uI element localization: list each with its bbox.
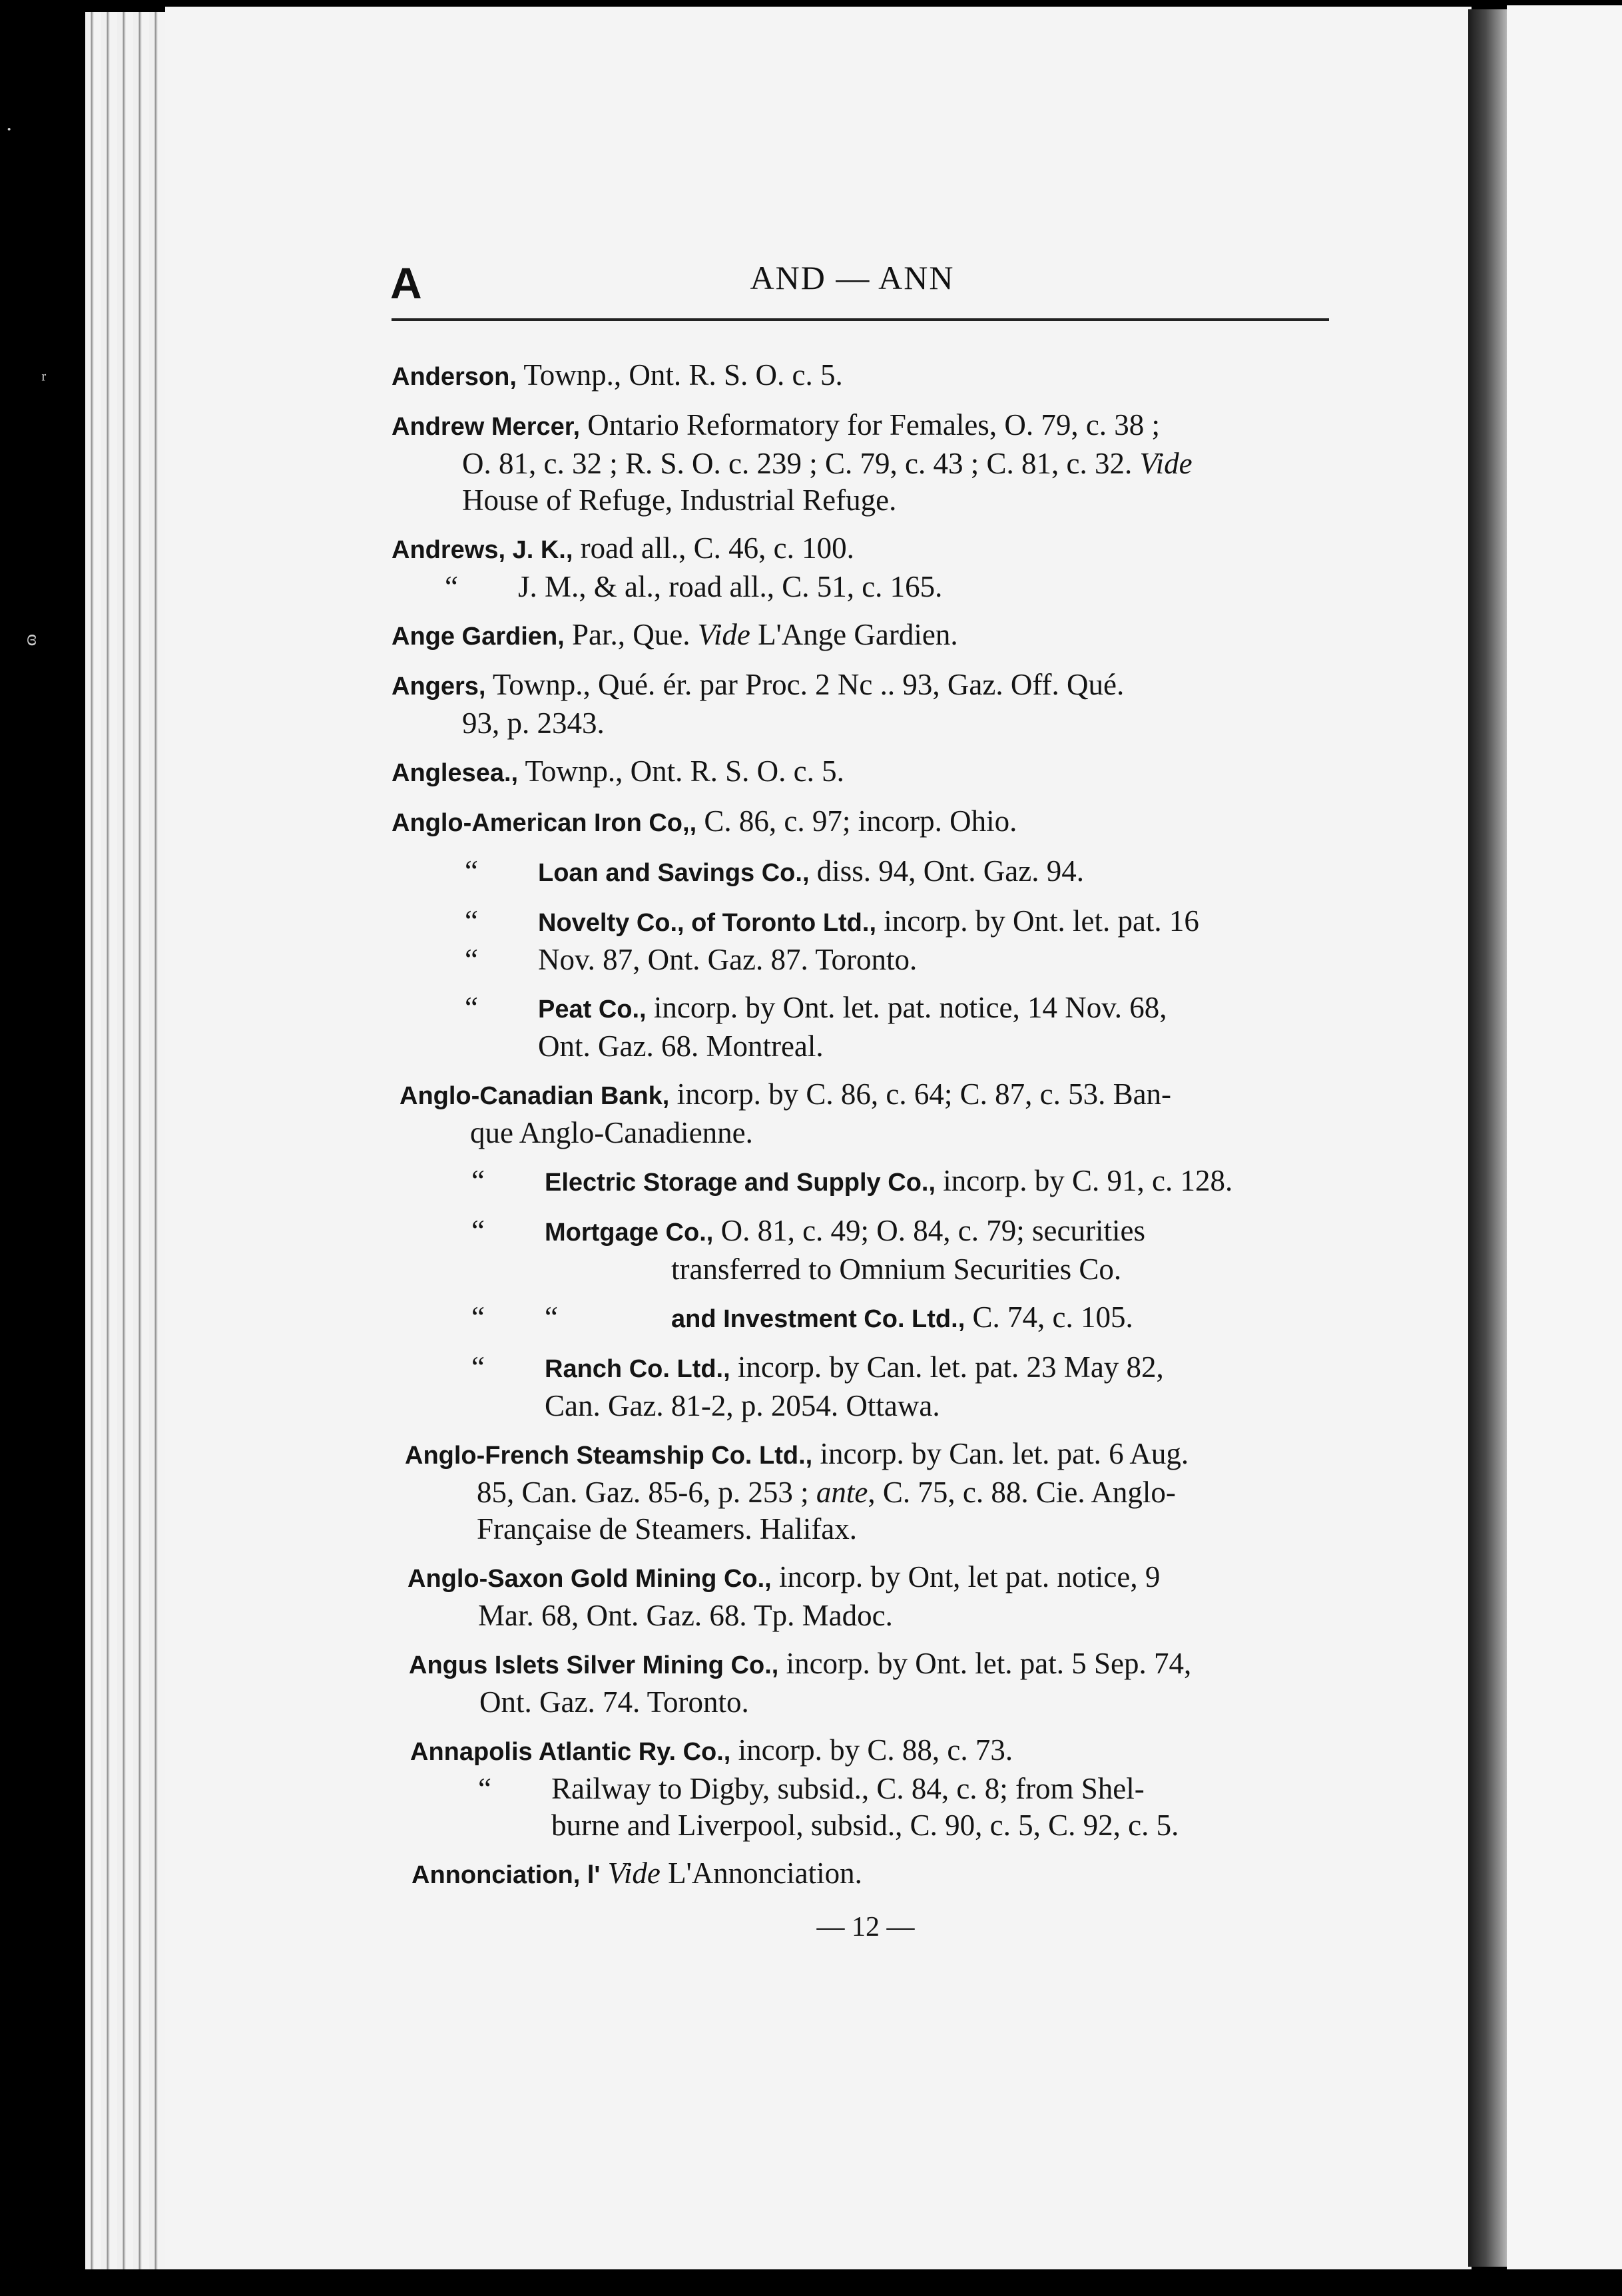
entry-text: Mar. 68, Ont. Gaz. 68. Tp. Madoc. xyxy=(478,1599,893,1632)
entry-text: Ont. Gaz. 74. Toronto. xyxy=(479,1685,749,1719)
entry-text: Townp., Ont. R. S. O. c. 5. xyxy=(516,358,843,392)
entry-text: Ontario Reformatory for Females, O. 79, c. 38 ; xyxy=(580,408,1161,441)
sub-entry xyxy=(392,853,1344,892)
entry-text: incorp. by Ont. let. pat. notice, 14 Nov. 68, xyxy=(646,991,1167,1024)
entry-text: C. 74, c. 105. xyxy=(965,1300,1133,1334)
ditto-mark: “ xyxy=(465,904,478,938)
sub-entry xyxy=(392,1163,1344,1201)
book-gutter-shadow xyxy=(1468,9,1507,2267)
entry-headword: Annonciation, l' xyxy=(411,1861,601,1889)
entry-headword: Anglo-American Iron Co,, xyxy=(392,809,697,837)
entry-headword: Andrews, J. K., xyxy=(392,536,573,564)
entry-text: incorp. by Can. let. pat. 23 May 82, xyxy=(730,1350,1164,1384)
entry-text: incorp. by Ont. let. pat. 5 Sep. 74, xyxy=(778,1647,1192,1680)
index-entry xyxy=(392,357,1344,396)
entry-text: incorp. by C. 91, c. 128. xyxy=(936,1164,1233,1197)
entry-text: incorp. by Ont. let. pat. 16 xyxy=(876,904,1199,938)
sub-entry xyxy=(392,1213,1344,1288)
entry-text: diss. 94, Ont. Gaz. 94. xyxy=(809,854,1084,888)
entry-headword: Mortgage Co., xyxy=(545,1219,714,1247)
sub-entry xyxy=(392,903,1344,978)
entry-headword: Anglo-French Steamship Co. Ltd., xyxy=(405,1442,813,1470)
entry-text: burne and Liverpool, subsid., C. 90, c. 5, C. 92, c. 5. xyxy=(551,1809,1179,1842)
entry-headword: Peat Co., xyxy=(538,996,647,1023)
entry-headword: and Investment Co. Ltd., xyxy=(671,1305,965,1333)
entry-text: incorp. by Ont, let pat. notice, 9 xyxy=(771,1560,1161,1593)
margin-mark: ɞ xyxy=(27,626,37,651)
entry-headword: Angers, xyxy=(392,673,486,701)
entry-text: Vide xyxy=(607,1857,661,1890)
entry-text xyxy=(600,1857,607,1890)
facing-page xyxy=(1507,5,1622,2269)
entry-text: Vide xyxy=(1132,447,1193,480)
entry-text: Townp., Qué. ér. par Proc. 2 Nc .. 93, Gaz. Off. Qué. xyxy=(485,668,1125,701)
entry-text: L'Ange Gardien. xyxy=(750,618,958,651)
entry-text: transferred to Omnium Securities Co. xyxy=(671,1253,1122,1286)
index-entry xyxy=(392,407,1344,519)
sub-entry xyxy=(392,990,1344,1065)
section-letter: A xyxy=(390,258,422,308)
entry-headword: Anderson, xyxy=(392,363,517,391)
entry-headword: Anglo-Canadian Bank, xyxy=(400,1082,670,1110)
margin-mark: · xyxy=(5,117,13,142)
entry-text: Vide xyxy=(697,618,750,651)
ditto-mark: “ xyxy=(471,1350,485,1384)
entry-headword: Ange Gardien, xyxy=(392,623,565,651)
entry-headword: Electric Storage and Supply Co., xyxy=(545,1169,936,1197)
entry-text: Française de Steamers. Halifax. xyxy=(477,1512,858,1546)
entry-text: Nov. 87, Ont. Gaz. 87. Toronto. xyxy=(538,943,918,976)
ditto-mark: “ xyxy=(471,1214,485,1247)
index-entry xyxy=(392,1645,1344,1721)
index-entry xyxy=(392,753,1344,792)
ditto-mark: “ xyxy=(471,1164,485,1197)
index-entry xyxy=(392,1732,1344,1844)
ditto-mark: “ xyxy=(478,1772,491,1805)
entry-text: O. 81, c. 32 ; R. S. O. c. 239 ; C. 79, c. 43 ; C. 81, c. 32. xyxy=(462,447,1133,480)
entry-text: road all., C. 46, c. 100. xyxy=(573,531,854,565)
page-edge-stack xyxy=(85,12,178,2269)
entry-text: House of Refuge, Industrial Refuge. xyxy=(462,483,897,517)
entry-text: Ont. Gaz. 68. Montreal. xyxy=(538,1029,824,1063)
sub-entry xyxy=(392,1299,1344,1338)
index-entry xyxy=(392,1559,1344,1634)
ditto-mark: “ xyxy=(465,991,478,1024)
index-entries xyxy=(392,357,1344,1905)
entry-headword: Andrew Mercer, xyxy=(392,413,580,441)
ditto-mark: “ xyxy=(545,1300,558,1334)
entry-text: , C. 75, c. 88. Cie. Anglo- xyxy=(868,1476,1176,1509)
entry-text: 93, p. 2343. xyxy=(462,707,605,740)
entry-text: Par., Que. xyxy=(564,618,698,651)
index-entry xyxy=(392,803,1344,842)
entry-text: 85, Can. Gaz. 85-6, p. 253 ; xyxy=(477,1476,816,1509)
index-entry xyxy=(392,1855,1344,1894)
ditto-mark: “ xyxy=(445,570,458,603)
index-entry xyxy=(392,1076,1344,1151)
entry-headword: Novelty Co., of Toronto Ltd., xyxy=(538,909,877,937)
entry-headword: Ranch Co. Ltd., xyxy=(545,1355,730,1383)
entry-headword: Anglesea., xyxy=(392,759,519,787)
running-header: AND — ANN xyxy=(750,259,955,296)
entry-text: Townp., Ont. R. S. O. c. 5. xyxy=(518,754,844,788)
sub-entry xyxy=(392,1349,1344,1424)
entry-text: incorp. by C. 86, c. 64; C. 87, c. 53. Ban- xyxy=(669,1077,1172,1111)
entry-text: Railway to Digby, subsid., C. 84, c. 8; from Shel- xyxy=(551,1772,1145,1805)
entry-headword: Annapolis Atlantic Ry. Co., xyxy=(410,1738,731,1766)
ditto-mark: “ xyxy=(465,943,478,976)
index-entry xyxy=(392,530,1344,605)
entry-text: O. 81, c. 49; O. 84, c. 79; securities xyxy=(713,1214,1145,1247)
entry-text: ante xyxy=(816,1476,868,1509)
index-entry xyxy=(392,1436,1344,1548)
entry-text: incorp. by C. 88, c. 73. xyxy=(730,1733,1013,1767)
header-rule xyxy=(392,318,1329,321)
entry-text: incorp. by Can. let. pat. 6 Aug. xyxy=(812,1437,1189,1470)
entry-headword: Loan and Savings Co., xyxy=(538,859,810,887)
entry-headword: Angus Islets Silver Mining Co., xyxy=(409,1651,779,1679)
entry-text: C. 86, c. 97; incorp. Ohio. xyxy=(696,804,1017,838)
entry-text: J. M., & al., road all., C. 51, c. 165. xyxy=(518,570,943,603)
entry-headword: Anglo-Saxon Gold Mining Co., xyxy=(407,1565,772,1593)
entry-text: que Anglo-Canadienne. xyxy=(470,1116,753,1149)
ditto-mark: “ xyxy=(471,1300,485,1334)
index-entry xyxy=(392,667,1344,742)
page-number: — 12 — xyxy=(816,1912,915,1942)
index-entry xyxy=(392,617,1344,655)
ditto-mark: “ xyxy=(465,854,478,888)
entry-text: Can. Gaz. 81-2, p. 2054. Ottawa. xyxy=(545,1389,940,1422)
margin-mark: ʳ xyxy=(41,368,47,392)
entry-text: L'Annonciation. xyxy=(660,1857,862,1890)
